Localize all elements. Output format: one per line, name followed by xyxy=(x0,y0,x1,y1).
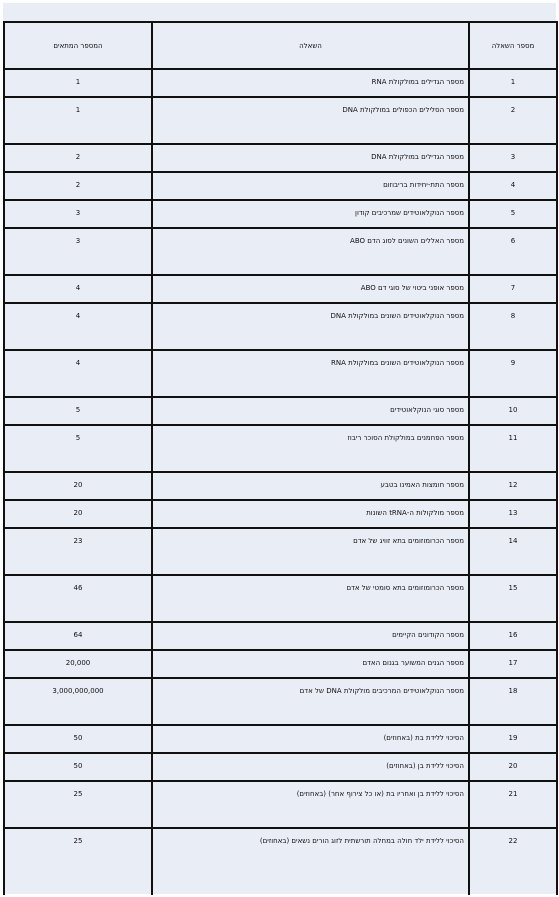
question-number-cell: 2 xyxy=(469,97,557,144)
table-row xyxy=(4,228,557,275)
question-cell: מספר האללים השונים לסוג הדם ABO xyxy=(152,228,469,275)
question-cell: מספר הנוקלאוטידים השונים במולקולת RNA xyxy=(152,350,469,397)
question-number-cell: 17 xyxy=(469,650,557,678)
question-cell: מספר הגדילים במולקולת DNA xyxy=(152,144,469,172)
question-cell: הסיכוי ללידת בת (באחוזים) xyxy=(152,725,469,753)
question-number-cell: 1 xyxy=(469,69,557,97)
question-cell: מספר הסלילים הכפולים במולקולת DNA xyxy=(152,97,469,144)
answer-cell: 50 xyxy=(4,725,152,753)
table-row xyxy=(4,622,557,650)
table-header-row xyxy=(4,22,557,69)
answer-cell: 20 xyxy=(4,472,152,500)
question-number-cell: 9 xyxy=(469,350,557,397)
table-row xyxy=(4,425,557,472)
header-question: השאלה xyxy=(152,22,469,69)
question-number-cell: 21 xyxy=(469,781,557,828)
answer-cell: 1 xyxy=(4,97,152,144)
question-cell: מספר הפחמנים במולקולת הסוכר ריבוז xyxy=(152,425,469,472)
table-row xyxy=(4,678,557,725)
question-cell: מספר התת-יחידות בריבוזום xyxy=(152,172,469,200)
table-row xyxy=(4,397,557,425)
question-number-cell: 13 xyxy=(469,500,557,528)
answer-cell: 4 xyxy=(4,275,152,303)
question-cell: מספר הנוקלאוטידים השונים במולקולת DNA xyxy=(152,303,469,350)
answer-cell: 4 xyxy=(4,303,152,350)
question-number-cell: 12 xyxy=(469,472,557,500)
question-number-cell: 6 xyxy=(469,228,557,275)
question-cell: מספר הכרומוזומים בתא זוויג של אדם xyxy=(152,528,469,575)
answer-cell: 25 xyxy=(4,828,152,895)
question-number-cell: 3 xyxy=(469,144,557,172)
table-row xyxy=(4,200,557,228)
answer-cell: 25 xyxy=(4,781,152,828)
table-row xyxy=(4,97,557,144)
answer-cell: 4 xyxy=(4,350,152,397)
question-cell: מספר הנוקלאוטידים שמרכיבים קודון xyxy=(152,200,469,228)
answer-cell: 64 xyxy=(4,622,152,650)
table-row xyxy=(4,828,557,895)
question-number-cell: 10 xyxy=(469,397,557,425)
question-cell: מספר מולקולות ה-tRNA השונות xyxy=(152,500,469,528)
header-answer: המספר המתאים xyxy=(4,22,152,69)
question-number-cell: 19 xyxy=(469,725,557,753)
answer-cell: 50 xyxy=(4,753,152,781)
question-number-cell: 11 xyxy=(469,425,557,472)
question-cell: הסיכוי ללידת ילד חולה במחלה תורשתית לזוג הורים נשאים (באחוזים) xyxy=(152,828,469,895)
question-number-cell: 18 xyxy=(469,678,557,725)
question-cell: מספר הנוקלאוטידים המרכיבים מולקולת DNA של אדם xyxy=(152,678,469,725)
table-row xyxy=(4,303,557,350)
answer-cell: 5 xyxy=(4,397,152,425)
answer-cell: 1 xyxy=(4,69,152,97)
table-row xyxy=(4,650,557,678)
question-cell: מספר אופני ביטוי של סוגי דם ABO xyxy=(152,275,469,303)
answer-cell: 3 xyxy=(4,200,152,228)
table-row xyxy=(4,172,557,200)
answer-cell: 2 xyxy=(4,172,152,200)
question-cell: מספר הקודונים הקיימים xyxy=(152,622,469,650)
answer-cell: 23 xyxy=(4,528,152,575)
question-number-cell: 16 xyxy=(469,622,557,650)
question-number-cell: 7 xyxy=(469,275,557,303)
question-number-cell: 20 xyxy=(469,753,557,781)
answer-cell: 3 xyxy=(4,228,152,275)
table-row xyxy=(4,275,557,303)
answer-cell: 46 xyxy=(4,575,152,622)
table-row xyxy=(4,575,557,622)
question-number-cell: 5 xyxy=(469,200,557,228)
table-body xyxy=(4,69,557,895)
table-row xyxy=(4,500,557,528)
question-number-cell: 4 xyxy=(469,172,557,200)
header-question-number: מספר השאלה xyxy=(469,22,557,69)
question-cell: מספר סוגי הנוקלאוטידים xyxy=(152,397,469,425)
document-page xyxy=(3,3,556,894)
answer-cell: 3,000,000,000 xyxy=(4,678,152,725)
question-cell: הסיכוי ללידת בן (באחוזים) xyxy=(152,753,469,781)
answer-cell: 5 xyxy=(4,425,152,472)
table-row xyxy=(4,528,557,575)
table-row xyxy=(4,350,557,397)
table-row xyxy=(4,725,557,753)
questions-table xyxy=(3,21,558,895)
question-number-cell: 14 xyxy=(469,528,557,575)
question-cell: מספר חומצות האמינו בטבע xyxy=(152,472,469,500)
table-row xyxy=(4,781,557,828)
answer-cell: 20 xyxy=(4,500,152,528)
table-row xyxy=(4,69,557,97)
question-number-cell: 15 xyxy=(469,575,557,622)
question-number-cell: 22 xyxy=(469,828,557,895)
table-row xyxy=(4,472,557,500)
answer-cell: 2 xyxy=(4,144,152,172)
question-cell: מספר הגנים המשוער בגנום האדם xyxy=(152,650,469,678)
question-cell: מספר הגדילים במולקולת RNA xyxy=(152,69,469,97)
table-row xyxy=(4,753,557,781)
question-number-cell: 8 xyxy=(469,303,557,350)
table-row xyxy=(4,144,557,172)
question-cell: הסיכוי ללידת בן ואחריו בת (או כל צירוף אחר) (באחוזים) xyxy=(152,781,469,828)
question-cell: מספר הכרומוזומים בתא סומטי של אדם xyxy=(152,575,469,622)
answer-cell: 20,000 xyxy=(4,650,152,678)
